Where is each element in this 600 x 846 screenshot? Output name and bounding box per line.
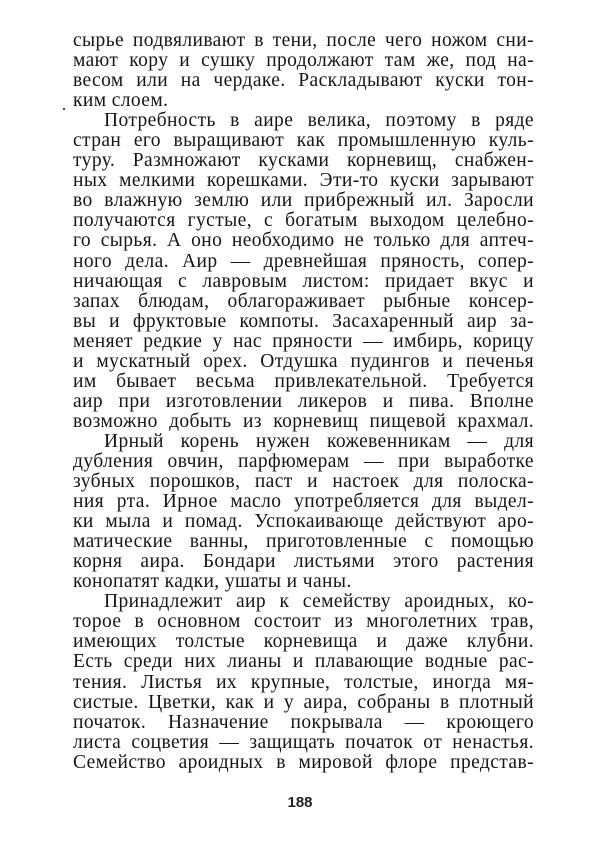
text-line: ния рта. Ирное масло употребляется для выдел- xyxy=(73,491,534,513)
text-line: мают кору и сушку продолжают там же, под на- xyxy=(73,50,534,72)
text-line: возможно добыть из корневищ пищевой крахмал. xyxy=(73,410,534,432)
text-line: ничающая с лавровым листом: придает вкус и xyxy=(73,270,534,292)
paragraph xyxy=(73,432,534,592)
text-line: систые. Цветки, как и у аира, собраны в плотный xyxy=(73,691,534,713)
text-line: Принадлежит аир к семейству ароидных, ко- xyxy=(104,591,534,613)
text-line: Семейство ароидных в мировой флоре представ- xyxy=(73,751,534,773)
text-line: тения. Листья их крупные, толстые, иногда мя- xyxy=(73,671,534,693)
text-line: меняет редкие у нас пряности — имбирь, корицу xyxy=(73,330,534,352)
text-line: го сырья. А оно необходимо не только для аптеч- xyxy=(73,230,534,252)
text-line: стран его выращивают как промышленную куль- xyxy=(73,130,534,152)
text-line: торое в основном состоит из многолетних трав, xyxy=(73,611,534,633)
paragraph xyxy=(73,592,534,772)
paragraph xyxy=(73,31,534,111)
text-line: Ирный корень нужен кожевенникам — для xyxy=(104,430,534,452)
scan-speck xyxy=(63,108,65,110)
text-line: им бывает весьма привлекательной. Требуется xyxy=(73,370,534,392)
text-line: ки мыла и помад. Успокаивающе действуют аро- xyxy=(73,511,534,533)
text-line: зубных порошков, паст и настоек для полоска- xyxy=(73,471,534,493)
text-line: дубления овчин, парфюмерам — при выработке xyxy=(73,450,534,472)
text-line: Потребность в аире велика, поэтому в ряде xyxy=(104,110,534,132)
text-line: ного дела. Аир — древнейшая пряность, сопер- xyxy=(73,250,534,272)
text-line: матические ванны, приготовленные с помощью xyxy=(73,531,534,553)
text-line: туру. Размножают кусками корневищ, снабжен- xyxy=(73,150,534,172)
page-body-text xyxy=(73,31,534,773)
text-line: получаются густые, с богатым выходом целебно- xyxy=(73,210,534,232)
text-line: весом или на чердаке. Раскладывают куски тон- xyxy=(73,70,534,92)
text-line: корня аира. Бондари листьями этого растения xyxy=(73,551,534,573)
text-line: во влажную землю или прибрежный ил. Заросли xyxy=(73,190,534,212)
text-line: сырье подвяливают в тени, после чего ножом сни- xyxy=(73,30,534,51)
text-line: листа соцветия — защищать початок от ненастья. xyxy=(73,731,534,753)
text-line: имеющих толстые корневища и даже клубни. xyxy=(73,631,534,653)
text-line: вы и фруктовые компоты. Засахаренный аир за- xyxy=(73,310,534,332)
text-line: запах блюдам, облагораживает рыбные консер- xyxy=(73,290,534,312)
text-line: аир при изготовлении ликеров и пива. Вполне xyxy=(73,390,534,412)
text-line: и мускатный орех. Отдушка пудингов и печенья xyxy=(73,350,534,372)
text-line: ных мелкими корешками. Эти-то куски зарывают xyxy=(73,170,534,192)
page-number: 188 xyxy=(287,794,313,811)
text-line: ким слоем. xyxy=(73,90,169,112)
paragraph xyxy=(73,111,534,432)
text-line: Есть среди них лианы и плавающие водные рас- xyxy=(73,651,534,673)
text-line: конопатят кадки, ушаты и чаны. xyxy=(73,571,352,593)
text-line: початок. Назначение покрывала — кроющего xyxy=(73,711,534,733)
